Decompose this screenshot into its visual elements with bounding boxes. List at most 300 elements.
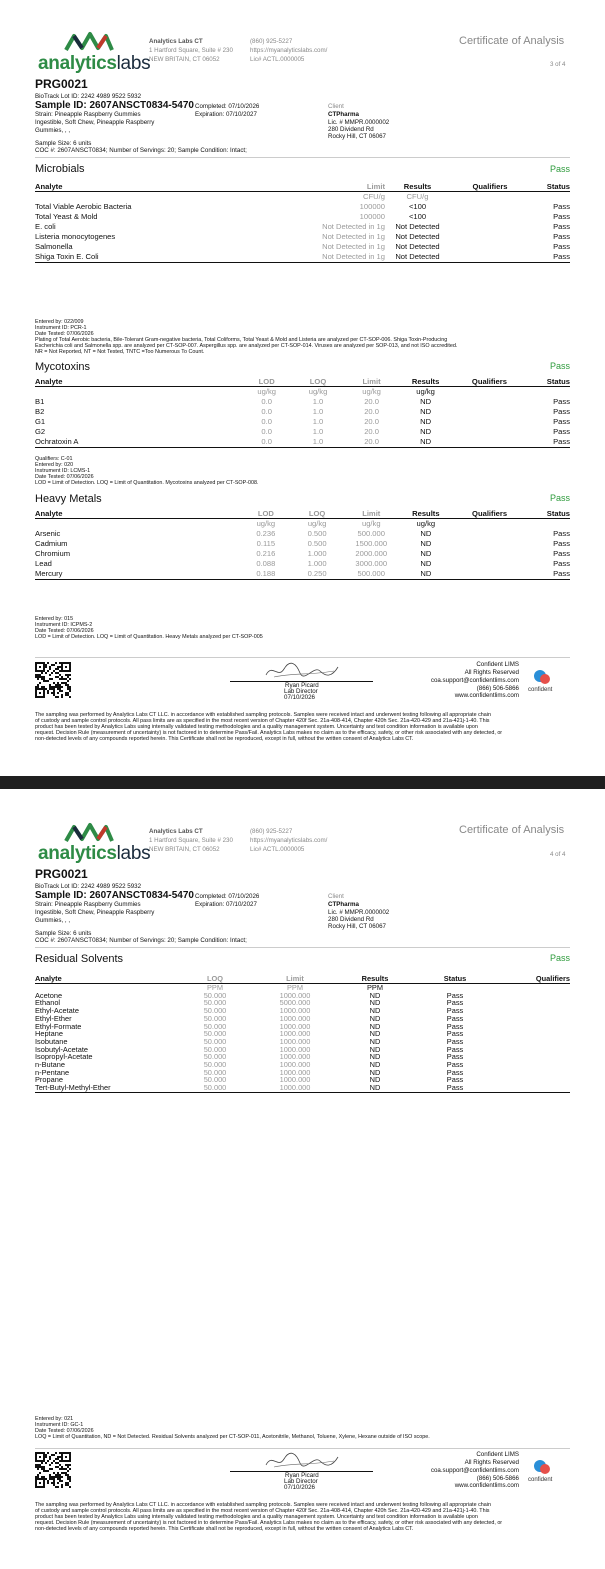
lod-cell: 0.0 <box>261 397 272 406</box>
qualifier-cell <box>450 202 530 212</box>
signer-name: Ryan Picard <box>285 682 319 689</box>
result-cell: ND <box>369 1060 381 1070</box>
unit-cell: PPM <box>206 983 223 992</box>
qualifier-cell <box>510 1076 570 1084</box>
qualifier-cell <box>452 559 527 569</box>
sample-code: PRG0021 <box>35 867 88 881</box>
loq-cell: 50.000 <box>203 1036 227 1046</box>
status-cell: Pass <box>553 417 570 426</box>
status-cell: Pass <box>446 998 464 1008</box>
result-cell: ND <box>369 1013 381 1023</box>
analyte-cell: Ochratoxin A <box>35 437 241 448</box>
col-qualifiers: Qualifiers <box>450 182 530 192</box>
result-cell: ND <box>369 1044 381 1054</box>
col-header: LOQ <box>292 377 343 387</box>
limit-cell: Not Detected in 1g <box>322 242 385 251</box>
col-analyte: Analyte <box>35 974 190 984</box>
analyte-cell: E. coli <box>35 222 56 231</box>
result-cell: ND <box>369 1029 381 1039</box>
table-row <box>35 232 570 242</box>
result-cell: ND <box>420 407 432 416</box>
qualifier-cell <box>510 1015 570 1023</box>
table-row <box>35 242 570 252</box>
status-cell: Pass <box>553 427 570 436</box>
sample-size: Sample Size: 6 units <box>35 930 92 937</box>
disclaimer-line: The sampling was performed by Analytics Labs CT LLC. in accordance with established sampling protocols. Samples were received intact and underwent testing following all appropriate chain <box>35 712 491 718</box>
sample-id: Sample ID: 2607ANSCT0834-5470 <box>35 100 194 111</box>
analyte-cell: B1 <box>35 397 45 406</box>
result-cell: <100 <box>408 202 427 211</box>
disclaimer-line: of custody and sample control protocols. All pass limits are as specified in the most recent version of Chapter 420f Sec. 21a-408-414, Chapter 420h Sec. 21a-420-429 and 21a-421j-1-40. This <box>35 718 490 725</box>
qualifier-cell <box>510 1046 570 1054</box>
client-address2: Rocky Hill, CT 06067 <box>328 923 387 930</box>
loq-cell: 1.0 <box>312 427 324 436</box>
qualifier-cell <box>452 427 527 437</box>
result-cell: ND <box>369 990 381 1000</box>
unit-cell: ug/kg <box>257 387 276 396</box>
result-cell: ND <box>400 569 452 580</box>
analyte-cell: Tert-Butyl-Methyl-Ether <box>35 1084 190 1092</box>
qualifier-cell <box>452 549 527 559</box>
coc-info: COC #: 2607ANSCT0834; Number of Servings: 20; Sample Condition: Intact; <box>35 937 247 944</box>
residual-solvents-table <box>35 974 570 1093</box>
microbials-table <box>35 182 570 263</box>
status-cell: Pass <box>553 539 570 548</box>
disclaimer-line: The sampling was performed by Analytics Labs CT LLC. in accordance with established sampling protocols. Samples were received intact and underwent testing following all appropriate chain <box>35 1502 491 1508</box>
client-license: Lic. # MMPR.0000002 <box>328 119 390 126</box>
loq-cell: 1.0 <box>312 417 324 426</box>
status-cell: Pass <box>553 222 570 231</box>
loq-cell: 50.000 <box>203 1029 227 1039</box>
limit-cell: 5000.000 <box>279 998 311 1008</box>
qualifier-cell <box>510 1084 570 1092</box>
signer-title: Lab Director <box>284 1478 318 1485</box>
analyte-cell: n-Pentane <box>35 1067 70 1077</box>
analyte-cell: Cadmium <box>35 539 68 548</box>
expiration-date: Expiration: 07/10/2027 <box>195 901 257 908</box>
lab-license: Lic# ACTL.0000005 <box>250 56 305 63</box>
analyte-cell: B2 <box>35 407 45 416</box>
note-line: LOD = Limit of Detection. LOQ = Limit of Quantitation. Mycotoxins analyzed per CT-SOP-008. <box>35 480 259 487</box>
heavy-metals-table <box>35 509 570 580</box>
note-line: Date Tested: 07/06/2026 <box>35 1428 94 1435</box>
unit-cell <box>450 192 530 203</box>
lab-phone: (860) 925-5227 <box>250 828 293 835</box>
microbials-pass: Pass <box>550 164 571 174</box>
disclaimer-line: product has been tested by Analytics Labs using internally validated testing methodologies and a quality management system. Uncertainty and test condition information is available upon <box>35 724 478 731</box>
analyte-cell: G2 <box>35 427 46 436</box>
lab-address1: 1 Hartford Square, Suite # 230 <box>149 47 233 54</box>
residual-solvents-notes <box>35 1416 430 1440</box>
loq-cell: 1.0 <box>292 437 343 448</box>
status-cell: Pass <box>446 1044 464 1054</box>
status-cell: Pass <box>553 397 570 406</box>
analyte-cell: Chromium <box>35 549 71 558</box>
limit-cell: 100000 <box>359 202 385 211</box>
note-line: LOQ = Limit of Quantitation, ND = Not Detected. Residual Solvents analyzed per CT-SOP-011, Acetonitrile, Methanol, Toluene, Xylene, Hexane outside of ISO scope. <box>35 1434 430 1441</box>
note-line: Instrument ID: ICPMS-2 <box>35 622 93 629</box>
analyte-cell: G1 <box>35 417 46 426</box>
status-cell: Pass <box>553 549 570 558</box>
note-line: Entered by: 015 <box>35 616 74 622</box>
unit-cell: ug/kg <box>416 387 435 396</box>
signature-icon <box>262 661 342 681</box>
disclaimer-line: non-detected levels of any compounds reported herein. This Certificate shall not be reproduced, except in full, without the written consent of Analytics Labs CT. <box>35 1526 414 1533</box>
limit-cell: Not Detected in 1g <box>270 252 385 263</box>
mycotoxins-notes <box>35 456 259 486</box>
status-cell: Pass <box>446 990 464 1000</box>
result-cell: ND <box>420 417 432 426</box>
result-cell: ND <box>350 1084 400 1092</box>
limit-cell: 1000.000 <box>279 1075 311 1085</box>
limit-cell: 1000.000 <box>279 1029 311 1039</box>
table-row <box>35 1084 570 1092</box>
result-cell: ND <box>420 549 432 558</box>
lims-web[interactable]: www.confidentlims.com <box>454 1482 519 1489</box>
note-line: Entered by: 022/009 <box>35 319 84 325</box>
col-header: Results <box>399 377 451 387</box>
status-cell: Pass <box>400 1084 510 1092</box>
status-cell: Pass <box>446 1036 464 1046</box>
analyte-cell: Mercury <box>35 569 240 580</box>
limit-cell: 1000.000 <box>279 1013 311 1023</box>
note-line: NR = Not Reported, NT = Not Tested, TNTC =Too Numerous To Count. <box>35 349 205 356</box>
analyte-cell: Listeria monocytogenes <box>35 232 116 241</box>
unit-cell: ug/kg <box>361 519 381 528</box>
result-cell: ND <box>399 437 451 448</box>
note-line: Entered by: 021 <box>35 1416 74 1422</box>
col-header: Qualifiers <box>452 509 527 519</box>
lims-email[interactable]: coa.support@confidentlims.com <box>430 1467 519 1474</box>
analyte-cell: Salmonella <box>35 242 73 251</box>
loq-cell: 50.000 <box>203 990 227 1000</box>
qualifier-cell <box>510 1030 570 1038</box>
sample-type: Ingestible, Soft Chew, Pineapple Raspberry <box>35 909 155 916</box>
lab-address2: NEW BRITAIN, CT 06052 <box>149 846 220 853</box>
qualifier-cell <box>510 992 570 1000</box>
analyte-cell: Total Yeast & Mold <box>35 212 98 221</box>
limit-cell: 1000.000 <box>279 1060 311 1070</box>
col-loq: LOQ <box>190 974 240 984</box>
limit-cell: 3000.000 <box>355 559 388 568</box>
qualifier-cell <box>510 1007 570 1015</box>
col-header: Results <box>400 509 452 519</box>
limit-cell: 2000.000 <box>355 549 388 558</box>
lims-web[interactable]: www.confidentlims.com <box>454 692 519 699</box>
limit-cell: 1000.000 <box>279 1067 311 1077</box>
mycotoxins-pass: Pass <box>550 361 571 371</box>
completed-date: Completed: 07/10/2026 <box>195 893 260 900</box>
unit-cell <box>527 387 570 398</box>
status-cell: Pass <box>553 407 570 416</box>
loq-cell: 0.500 <box>307 539 327 548</box>
disclaimer <box>35 712 502 742</box>
limit-cell: 20.0 <box>344 437 400 448</box>
doc-title: Certificate of Analysis <box>459 824 565 836</box>
result-cell: ND <box>369 1036 381 1046</box>
result-cell: ND <box>420 397 432 406</box>
result-cell: <100 <box>408 212 427 221</box>
loq-cell: 50.000 <box>203 1052 227 1062</box>
note-line: Date Tested: 07/06/2026 <box>35 474 94 481</box>
col-header: Limit <box>343 509 400 519</box>
col-limit: Limit <box>270 182 385 192</box>
table-row <box>35 539 570 549</box>
limit-cell: 500.000 <box>343 569 400 580</box>
status-cell: Pass <box>446 1060 464 1070</box>
logo-text <box>38 843 150 865</box>
note-line: Plating of Total Aerobic bacteria, Bile-Tolerant Gram-negative bacteria, Total Coliforms, Total Yeast & Mold and Listeria are analyzed per CT-SOP-006. Shiga Toxin-Producing <box>35 337 448 344</box>
qr-code-icon[interactable] <box>35 1452 71 1488</box>
note-line: Entered by: 020 <box>35 462 74 469</box>
qualifier-cell <box>510 1023 570 1031</box>
note-line: LOD = Limit of Detection. LOQ = Limit of Quantitation. Heavy Metals analyzed per CT-SOP-005 <box>35 634 263 641</box>
qualifier-cell <box>452 407 527 417</box>
unit-cell <box>35 192 270 203</box>
sample-code: PRG0021 <box>35 77 88 91</box>
analyte-cell: Isobutane <box>35 1036 68 1046</box>
unit-cell <box>452 519 527 530</box>
col-qualifiers: Qualifiers <box>510 974 570 984</box>
lod-cell: 0.216 <box>256 549 276 558</box>
col-limit: Limit <box>240 974 350 984</box>
qualifier-cell <box>510 1038 570 1046</box>
lod-cell: 0.0 <box>261 407 272 416</box>
analyte-cell: Ethanol <box>35 998 61 1008</box>
table-row <box>35 397 570 407</box>
doc-title: Certificate of Analysis <box>459 35 565 47</box>
unit-cell: CFU/g <box>363 192 385 201</box>
qualifier-cell <box>452 417 527 427</box>
disclaimer-line: product has been tested by Analytics Labs using internally validated testing methodologies and a quality management system. Uncertainty and test condition information is available upon <box>35 1514 478 1521</box>
mycotoxins-table <box>35 377 570 448</box>
coc-info: COC #: 2607ANSCT0834; Number of Servings: 20; Sample Condition: Intact; <box>35 147 247 154</box>
lab-address1: 1 Hartford Square, Suite # 230 <box>149 837 233 844</box>
mycotoxins-title: Mycotoxins <box>35 361 91 373</box>
expiration-date: Expiration: 07/10/2027 <box>195 111 257 118</box>
loq-cell: 1.0 <box>312 407 324 416</box>
unit-cell: ug/kg <box>307 519 327 528</box>
logo-part1: analytics <box>38 843 117 864</box>
limit-cell: Not Detected in 1g <box>322 232 385 241</box>
note-line: Escherichia coli and Salmonella spp. are analyzed per CT-SOP-007. Aspergillus spp. are analyzed per CT-SOP-014. Viruses are analyzed per SOP-013, and not ISO accredited. <box>35 343 458 350</box>
col-header: Status <box>527 509 570 519</box>
strain: Strain: Pineapple Raspberry Gummies <box>35 901 141 908</box>
confident-word: confident <box>528 687 553 693</box>
analyte-cell: Shiga Toxin E. Coli <box>35 252 270 263</box>
analyte-cell: Arsenic <box>35 529 61 538</box>
analyte-cell: Ethyl-Formate <box>35 1021 82 1031</box>
qualifier-cell <box>510 1061 570 1069</box>
limit-cell: 1000.000 <box>279 1021 311 1031</box>
result-cell: Not Detected <box>395 242 440 251</box>
analyte-cell: Isopropyl-Acetate <box>35 1052 93 1062</box>
result-cell: Not Detected <box>385 252 450 263</box>
lod-cell: 0.088 <box>256 559 276 568</box>
loq-cell: 50.000 <box>190 1084 240 1092</box>
lims-email[interactable]: coa.support@confidentlims.com <box>430 677 519 684</box>
table-row <box>35 549 570 559</box>
limit-cell: 20.0 <box>364 397 379 406</box>
table-row <box>35 569 570 580</box>
result-cell: Not Detected <box>395 232 440 241</box>
qualifier-cell <box>450 242 530 252</box>
col-header: Status <box>527 377 570 387</box>
qualifier-cell <box>452 437 527 448</box>
logo-part2: labs <box>116 843 151 864</box>
analyte-cell: Acetone <box>35 990 63 1000</box>
limit-cell: 1000.000 <box>279 1052 311 1062</box>
col-status: Status <box>530 182 570 192</box>
note-line: Date Tested: 07/06/2026 <box>35 628 94 635</box>
note-line: Instrument ID: LCMS-1 <box>35 468 91 475</box>
result-cell: ND <box>420 539 432 548</box>
status-cell: Pass <box>553 202 570 211</box>
sample-type: Ingestible, Soft Chew, Pineapple Raspberry <box>35 119 155 126</box>
unit-cell: ug/kg <box>308 387 328 396</box>
logo-mark-icon <box>64 821 114 843</box>
result-cell: ND <box>369 1052 381 1062</box>
unit-cell: ug/kg <box>256 519 276 528</box>
status-cell: Pass <box>446 1029 464 1039</box>
analyte-cell: Ethyl-Acetate <box>35 1006 79 1016</box>
loq-cell: 50.000 <box>203 1067 227 1077</box>
col-header: Qualifiers <box>452 377 527 387</box>
client-label: Client <box>328 893 344 900</box>
lims-name: Confident LIMS <box>476 661 519 668</box>
disclaimer-line: non-detected levels of any compounds reported herein. This Certificate shall not be reproduced, except in full, without the written consent of Analytics Labs CT. <box>35 736 414 743</box>
qualifier-cell <box>450 252 530 263</box>
result-cell: ND <box>420 427 432 436</box>
lab-website[interactable]: https://myanalyticslabs.com/ <box>250 47 328 54</box>
heavy-metals-notes <box>35 616 263 640</box>
qualifier-cell <box>452 569 527 580</box>
client-name: CTPharma <box>328 111 359 118</box>
status-cell: Pass <box>446 1013 464 1023</box>
result-cell: ND <box>369 998 381 1008</box>
completed-date: Completed: 07/10/2026 <box>195 103 260 110</box>
table-row <box>35 252 570 263</box>
lod-cell: 0.0 <box>261 417 272 426</box>
col-analyte: Analyte <box>35 182 270 192</box>
unit-cell: CFU/g <box>406 192 429 201</box>
status-cell: Pass <box>446 1052 464 1062</box>
loq-cell: 50.000 <box>203 1013 227 1023</box>
lab-name: Analytics Labs CT <box>149 828 203 835</box>
loq-cell: 0.250 <box>291 569 342 580</box>
unit-cell <box>35 519 240 530</box>
loq-cell: 1.0 <box>312 397 324 406</box>
qr-code-icon[interactable] <box>35 662 71 698</box>
biotrack-id: BioTrack Lot ID: 2242 4989 9522 5932 <box>35 93 142 100</box>
col-header: LOD <box>241 377 292 387</box>
limit-cell: 100000 <box>359 212 385 221</box>
heavy-metals-pass: Pass <box>550 493 571 503</box>
logo-part1: analytics <box>38 53 117 74</box>
unit-cell <box>452 387 527 398</box>
table-row <box>35 559 570 569</box>
logo-mark-icon <box>64 30 114 52</box>
qualifier-cell <box>452 539 527 549</box>
status-cell: Pass <box>553 212 570 221</box>
limit-cell: 500.000 <box>357 529 385 538</box>
lab-website[interactable]: https://myanalyticslabs.com/ <box>250 837 328 844</box>
loq-cell: 50.000 <box>203 1006 227 1016</box>
heavy-metals-title: Heavy Metals <box>35 493 102 505</box>
lims-rights: All Rights Reserved <box>464 1459 519 1466</box>
lod-cell: 0.236 <box>256 529 276 538</box>
note-line: Qualifiers: C-01 <box>35 456 73 462</box>
table-row <box>35 202 570 212</box>
status-cell: Pass <box>530 252 570 263</box>
disclaimer-line: request. Decision Rule (measurement of uncertainty) is not factored in to determine Pass/Fail. Analytics Labs makes no claim as to the efficacy, safety, or other risk associated with any detected, or <box>35 1520 503 1527</box>
unit-cell <box>530 192 570 203</box>
status-cell: Pass <box>553 232 570 241</box>
loq-cell: 1.000 <box>307 559 327 568</box>
lab-license: Lic# ACTL.0000005 <box>250 846 305 853</box>
qualifier-cell <box>450 222 530 232</box>
logo-text <box>38 53 150 75</box>
unit-cell: PPM <box>366 983 383 992</box>
analyte-cell: Propane <box>35 1075 63 1085</box>
table-row <box>35 437 570 448</box>
limit-cell: 20.0 <box>364 407 379 416</box>
sample-id: Sample ID: 2607ANSCT0834-5470 <box>35 890 194 901</box>
loq-cell: 50.000 <box>203 998 227 1008</box>
limit-cell: 20.0 <box>364 417 379 426</box>
qualifier-cell <box>510 1069 570 1077</box>
client-address1: 280 Dividend Rd <box>328 916 374 923</box>
limit-cell: 1000.000 <box>279 1006 311 1016</box>
sign-date: 07/10/2026 <box>284 694 315 701</box>
note-line: Instrument ID: GC-1 <box>35 1422 84 1429</box>
analyte-cell: Total Viable Aerobic Bacteria <box>35 202 132 211</box>
table-row <box>35 417 570 427</box>
lod-cell: 0.188 <box>240 569 291 580</box>
status-cell: Pass <box>446 1067 464 1077</box>
analyte-cell: n-Butane <box>35 1060 65 1070</box>
sample-type2: Gummies, , , <box>35 127 71 134</box>
lab-address2: NEW BRITAIN, CT 06052 <box>149 56 220 63</box>
lod-cell: 0.0 <box>241 437 292 448</box>
lod-cell: 0.115 <box>256 539 276 548</box>
status-cell: Pass <box>446 1021 464 1031</box>
table-row <box>35 222 570 232</box>
status-cell: Pass <box>446 1006 464 1016</box>
qualifier-cell <box>452 397 527 407</box>
qualifier-cell <box>452 529 527 539</box>
unit-cell <box>35 387 241 398</box>
limit-cell: Not Detected in 1g <box>322 222 385 231</box>
note-line: Instrument ID: PCR-1 <box>35 325 87 332</box>
status-cell: Pass <box>553 242 570 251</box>
client-label: Client <box>328 103 344 110</box>
col-results: Results <box>350 974 400 984</box>
signer-title: Lab Director <box>284 688 318 695</box>
signer-name: Ryan Picard <box>285 1472 319 1479</box>
loq-cell: 50.000 <box>203 1044 227 1054</box>
disclaimer <box>35 1502 502 1532</box>
status-cell: Pass <box>553 559 570 568</box>
loq-cell: 50.000 <box>203 1075 227 1085</box>
qualifier-cell <box>510 999 570 1007</box>
status-cell: Pass <box>553 529 570 538</box>
col-header: Analyte <box>35 509 240 519</box>
analyte-cell: Lead <box>35 559 52 568</box>
client-license: Lic. # MMPR.0000002 <box>328 909 390 916</box>
biotrack-id: BioTrack Lot ID: 2242 4989 9522 5932 <box>35 883 142 890</box>
unit-cell: ug/kg <box>416 519 436 528</box>
